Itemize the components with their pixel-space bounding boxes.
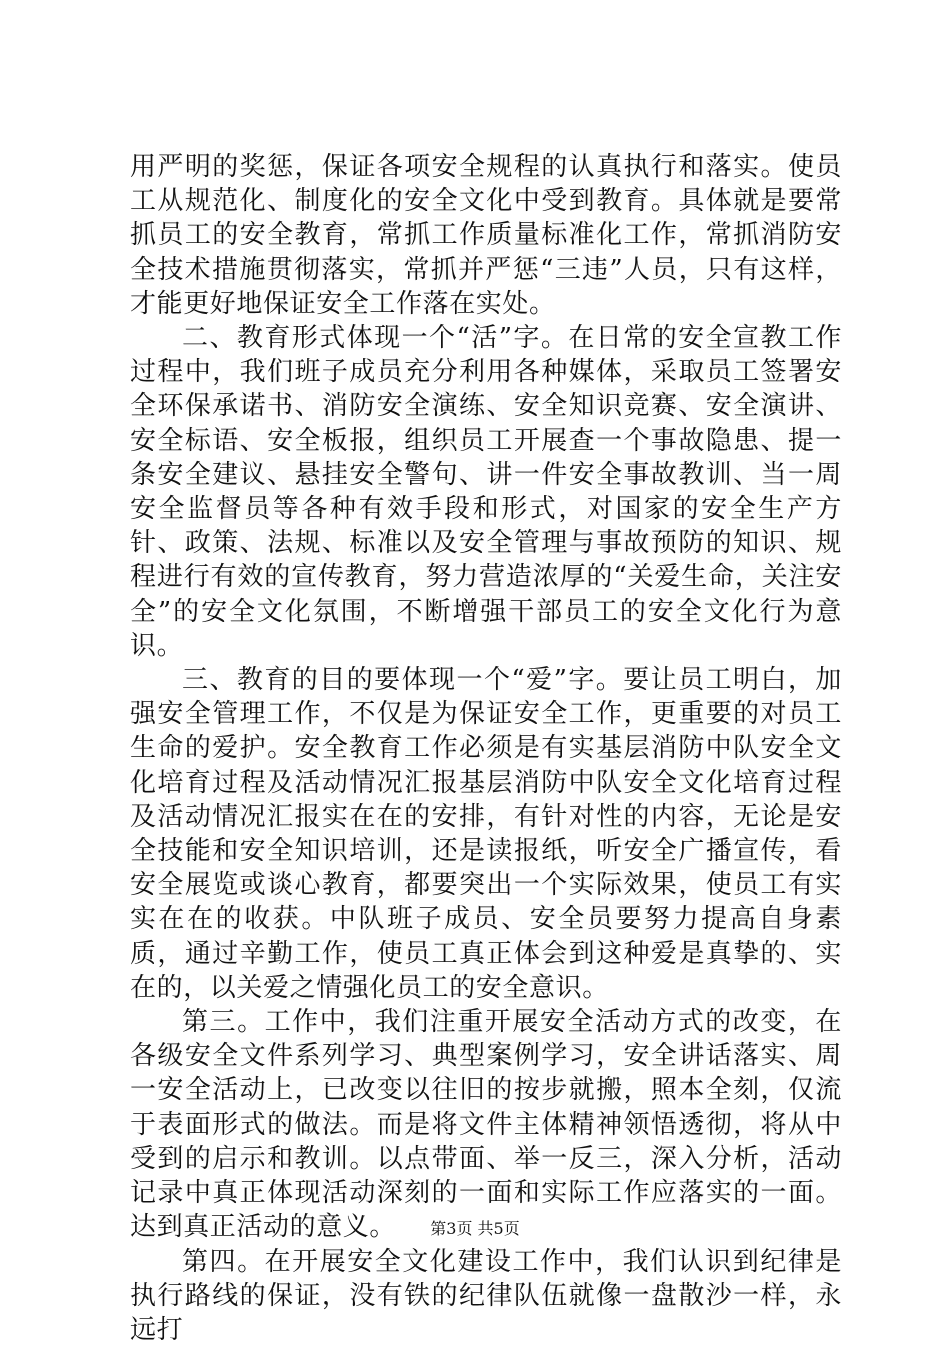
paragraph-5: 第四。在开展安全文化建设工作中，我们认识到纪律是执行路线的保证，没有铁的纪律队伍就像一盘散沙一样，永远打 bbox=[130, 1245, 842, 1347]
document-body bbox=[130, 150, 842, 1347]
paragraph-4: 第三。工作中，我们注重开展安全活动方式的改变，在各级安全文件系列学习、典型案例学习，安全讲话落实、周一安全活动上，已改变以往旧的按步就搬，照本全刻，仅流于表面形式的做法。而是将文件主体精神领悟透彻，将从中受到的启示和教训。以点带面、举一反三，深入分析，活动记录中真正体现活动深刻的一面和实际工作应落实的一面。达到真正活动的意义。 bbox=[130, 1005, 842, 1244]
paragraph-2: 二、教育形式体现一个“活”字。在日常的安全宣教工作过程中，我们班子成员充分利用各种媒体，采取员工签署安全环保承诺书、消防安全演练、安全知识竞赛、安全演讲、安全标语、安全板报，组织员工开展查一个事故隐患、提一条安全建议、悬挂安全警句、讲一件安全事故教训、当一周安全监督员等各种有效手段和形式，对国家的安全生产方针、政策、法规、标准以及安全管理与事故预防的知识、规程进行有效的宣传教育，努力营造浓厚的“关爱生命，关注安全”的安全文化氛围，不断增强干部员工的安全文化行为意识。 bbox=[130, 321, 842, 663]
paragraph-3: 三、教育的目的要体现一个“爱”字。要让员工明白，加强安全管理工作，不仅是为保证安全工作，更重要的对员工生命的爱护。安全教育工作必须是有实基层消防中队安全文化培育过程及活动情况汇报基层消防中队安全文化培育过程及活动情况汇报实在在的安排，有针对性的内容，无论是安全技能和安全知识培训，还是读报纸，听安全广播宣传，看安全展览或谈心教育，都要突出一个实际效果，使员工有实实在在的收获。中队班子成员、安全员要努力提高自身素质，通过辛勤工作，使员工真正体会到这种爱是真挚的、实在的，以关爱之情强化员工的安全意识。 bbox=[130, 663, 842, 1005]
page-number-footer: 第3页 共5页 bbox=[0, 1216, 950, 1239]
paragraph-1: 用严明的奖惩，保证各项安全规程的认真执行和落实。使员工从规范化、制度化的安全文化中受到教育。具体就是要常抓员工的安全教育，常抓工作质量标准化工作，常抓消防安全技术措施贯彻落实，常抓并严惩“三违”人员，只有这样，才能更好地保证安全工作落在实处。 bbox=[130, 150, 842, 321]
